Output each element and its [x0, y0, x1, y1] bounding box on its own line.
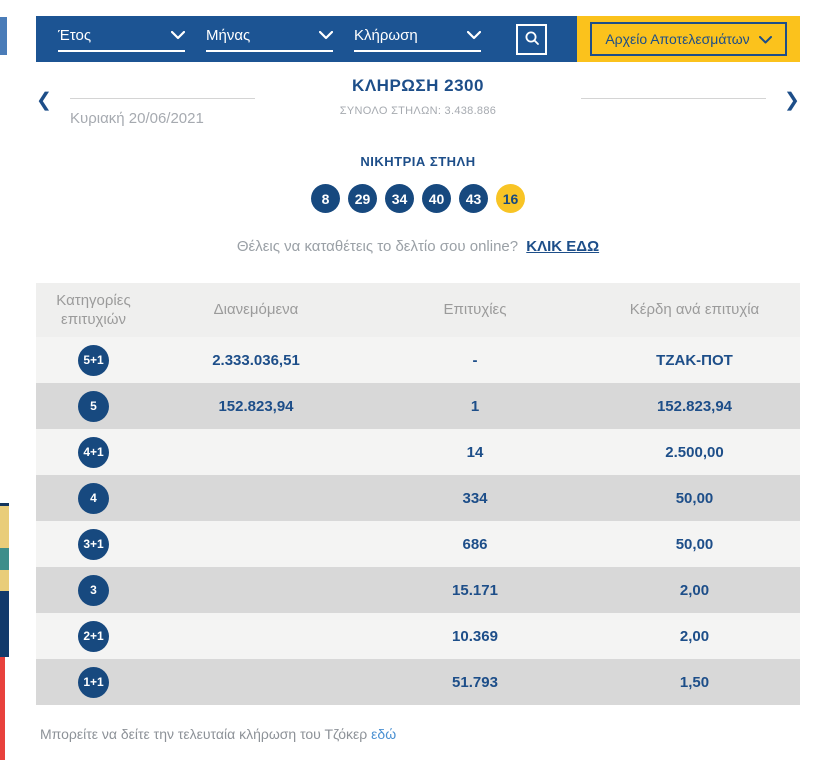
- winning-number-ball: 29: [348, 184, 377, 213]
- table-row: [36, 567, 800, 613]
- divider-line: [70, 98, 255, 99]
- results-archive-label: Αρχείο Αποτελεσμάτων: [605, 31, 750, 47]
- prize-value: 152.823,94: [656, 397, 733, 415]
- footer-note: [36, 726, 800, 742]
- filter-bar: [36, 16, 800, 62]
- distributed-value: 2.333.036,51: [212, 351, 300, 369]
- search-icon: [524, 30, 540, 49]
- main-content: [36, 16, 800, 742]
- prize-value: 2.500,00: [665, 443, 724, 461]
- month-dropdown[interactable]: [206, 27, 333, 52]
- winners-value: -: [472, 351, 478, 369]
- left-edge-navy-sliver: [0, 591, 9, 657]
- chevron-down-icon: [467, 31, 481, 40]
- prize-value: 2,00: [679, 627, 710, 645]
- winning-number-ball: 8: [311, 184, 340, 213]
- winning-numbers: [36, 184, 800, 213]
- draw-title: ΚΛΗΡΩΣΗ 2300: [352, 76, 484, 95]
- prize-value: 2,00: [679, 581, 710, 599]
- winning-number-ball: 34: [385, 184, 414, 213]
- results-archive-button[interactable]: [590, 22, 786, 56]
- header-winners: Επιτυχίες: [443, 301, 507, 319]
- category-badge: 5: [78, 391, 109, 422]
- header-prize: Κέρδη ανά επιτυχία: [629, 301, 760, 319]
- results-table: [36, 283, 800, 705]
- previous-draw-arrow[interactable]: ❮: [36, 90, 52, 111]
- table-row: [36, 475, 800, 521]
- total-columns: ΣΥΝΟΛΟ ΣΤΗΛΩΝ: 3.438.886: [339, 105, 497, 117]
- winners-value: 15.171: [452, 581, 498, 599]
- category-badge: 5+1: [78, 345, 109, 376]
- left-edge-blue-sliver: [0, 17, 7, 55]
- chevron-down-icon: [319, 31, 333, 40]
- table-row: [36, 613, 800, 659]
- banner-detail: [0, 548, 9, 570]
- category-badge: 4: [78, 483, 109, 514]
- chevron-down-icon: [171, 31, 185, 40]
- draw-date-block: [52, 76, 273, 127]
- winning-column-title: ΝΙΚΗΤΡΙΑ ΣΤΗΛΗ: [360, 154, 476, 169]
- category-badge: 1+1: [78, 667, 109, 698]
- winning-number-ball: 40: [422, 184, 451, 213]
- category-badge: 3+1: [78, 529, 109, 560]
- table-row: [36, 659, 800, 705]
- category-badge: 4+1: [78, 437, 109, 468]
- draw-dropdown[interactable]: [354, 27, 481, 52]
- table-row: [36, 337, 800, 383]
- prize-value: ΤΖΑΚ-ΠΟΤ: [656, 351, 733, 369]
- winners-value: 14: [466, 443, 484, 461]
- draw-date: Κυριακή 20/06/2021: [70, 110, 204, 127]
- draw-title-block: [273, 76, 563, 117]
- next-draw-arrow[interactable]: ❯: [784, 90, 800, 111]
- year-dropdown-label: Έτος: [58, 26, 92, 44]
- table-row: [36, 429, 800, 475]
- latest-draw-link[interactable]: εδώ: [371, 726, 397, 742]
- winners-value: 686: [462, 535, 488, 553]
- left-edge-red-sliver: [0, 657, 5, 760]
- footer-text: Μπορείτε να δείτε την τελευταία κλήρωση του Τζόκερ: [40, 726, 368, 742]
- table-row: [36, 521, 800, 567]
- month-dropdown-label: Μήνας: [206, 26, 251, 44]
- click-here-link[interactable]: ΚΛΙΚ ΕΔΩ: [526, 238, 600, 255]
- chevron-down-icon: [759, 31, 772, 47]
- prize-value: 50,00: [675, 535, 714, 553]
- table-row: [36, 383, 800, 429]
- divider-line: [581, 98, 766, 99]
- winners-value: 1: [470, 397, 480, 415]
- winners-value: 51.793: [452, 673, 498, 691]
- draw-dropdown-label: Κλήρωση: [354, 26, 418, 44]
- category-badge: 2+1: [78, 621, 109, 652]
- winning-number-ball: 43: [459, 184, 488, 213]
- online-promo-text: Θέλεις να καταθέτεις το δελτίο σου online?: [236, 238, 519, 255]
- draw-navigation: [36, 76, 800, 127]
- winners-value: 10.369: [452, 627, 498, 645]
- right-line-block: [563, 76, 784, 99]
- left-edge-banner-sliver: [0, 503, 9, 591]
- year-dropdown[interactable]: [58, 27, 185, 52]
- prize-value: 1,50: [679, 673, 710, 691]
- category-badge: 3: [78, 575, 109, 606]
- winners-value: 334: [462, 489, 488, 507]
- joker-number-ball: 16: [496, 184, 525, 213]
- header-category: Κατηγορίες επιτυχιών: [56, 291, 131, 328]
- distributed-value: 152.823,94: [218, 397, 294, 415]
- filter-bar-yellow-section: [577, 16, 800, 62]
- prize-value: 50,00: [675, 489, 714, 507]
- header-distributed: Διανεμόμενα: [213, 301, 299, 319]
- table-header-row: [36, 283, 800, 337]
- search-button[interactable]: [516, 24, 547, 55]
- online-promo: [36, 238, 800, 255]
- filter-bar-navy-section: [36, 16, 577, 62]
